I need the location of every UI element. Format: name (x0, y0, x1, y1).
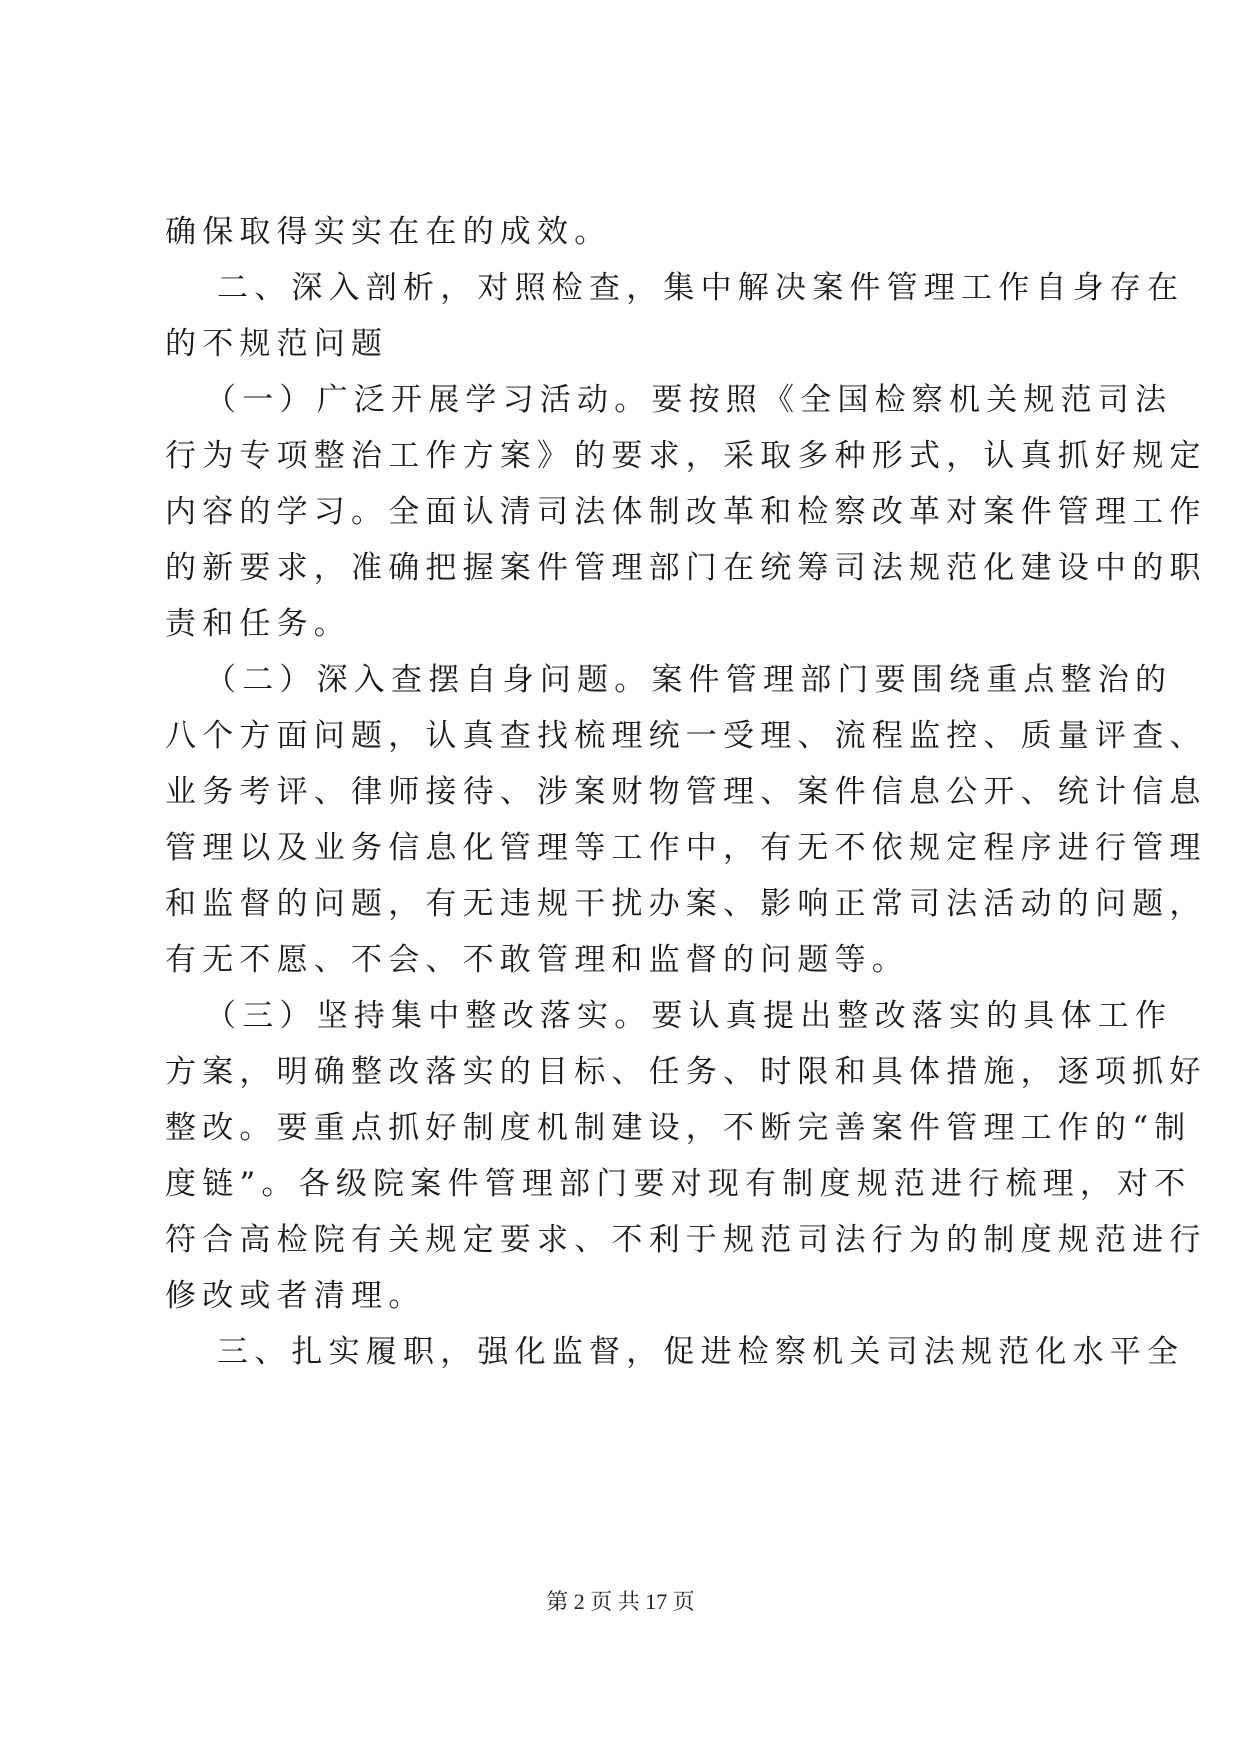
text-line: 修改或者清理。 (165, 1278, 426, 1314)
text-line: 行为专项整治工作方案》的要求，采取多种形式，认真抓好规定 (165, 438, 1207, 474)
text-line: 业务考评、律师接待、涉案财物管理、案件信息公开、统计信息 (165, 774, 1207, 810)
subsection-heading: （三）坚持集中整改落实。要认真提出整改落实的具体工作 (205, 998, 1173, 1034)
subsection-heading: （一）广泛开展学习活动。要按照《全国检察机关规范司法 (205, 382, 1173, 418)
text-line: 确保取得实实在在的成效。 (165, 214, 612, 250)
text-line: 符合高检院有关规定要求、不利于规范司法行为的制度规范进行 (165, 1222, 1207, 1258)
text-line: 方案，明确整改落实的目标、任务、时限和具体措施，逐项抓好 (165, 1054, 1207, 1090)
section-heading: 三、扎实履职，强化监督，促进检察机关司法规范化水平全 (217, 1334, 1185, 1370)
text-line: 和监督的问题，有无违规干扰办案、影响正常司法活动的问题， (165, 886, 1207, 922)
text-line: 度链”。各级院案件管理部门要对现有制度规范进行梳理，对不 (165, 1166, 1192, 1202)
text-line: 的不规范问题 (165, 326, 389, 362)
page-number-footer: 第 2 页 共 17 页 (546, 1589, 695, 1614)
text-line: 内容的学习。全面认清司法体制改革和检察改革对案件管理工作 (165, 494, 1207, 530)
text-line: 整改。要重点抓好制度机制建设，不断完善案件管理工作的“制 (165, 1110, 1192, 1146)
text-line: 责和任务。 (165, 606, 351, 642)
text-line: 的新要求，准确把握案件管理部门在统筹司法规范化建设中的职 (165, 550, 1207, 586)
text-line: 有无不愿、不会、不敢管理和监督的问题等。 (165, 942, 909, 978)
text-line: 八个方面问题，认真查找梳理统一受理、流程监控、质量评查、 (165, 718, 1207, 754)
text-line: 管理以及业务信息化管理等工作中，有无不依规定程序进行管理 (165, 830, 1207, 866)
section-heading: 二、深入剖析，对照检查，集中解决案件管理工作自身存在 (217, 270, 1185, 306)
subsection-heading: （二）深入查摆自身问题。案件管理部门要围绕重点整治的 (205, 662, 1173, 698)
